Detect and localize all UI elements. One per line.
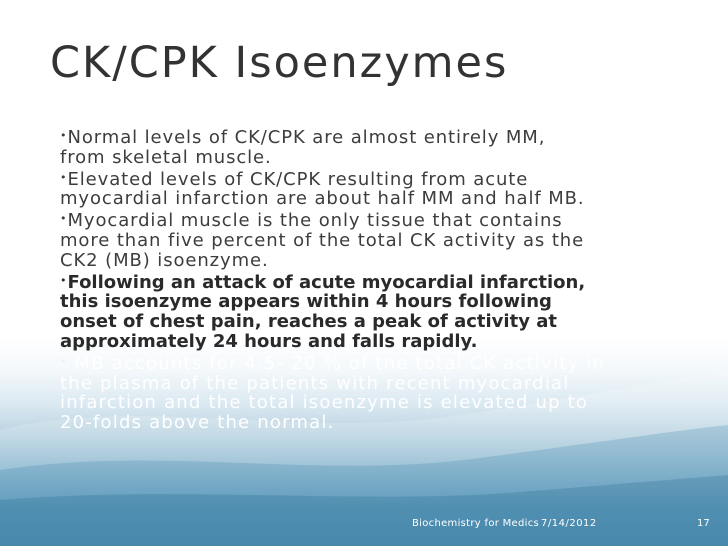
bullet-marker: •: [60, 170, 67, 184]
bullet-5-line-4: [60, 413, 724, 433]
bullet-text: infarction and the total isoenzyme is elevated up to: [60, 392, 589, 414]
bullet-marker: •: [60, 273, 67, 287]
bullet-text: this isoenzyme appears within 4 hours following: [60, 291, 552, 313]
bullet-marker: •: [60, 212, 67, 226]
bullet-5-line-3: [60, 393, 724, 413]
bullet-2-line-2: [60, 189, 724, 209]
footer-course: Biochemistry for Medics: [412, 518, 540, 529]
bullet-4-line-4: [60, 332, 724, 352]
bullet-3-line-1: [60, 209, 724, 231]
bullet-marker: •: [60, 129, 67, 142]
bullet-3-line-3: [60, 251, 724, 271]
bullet-3-line-2: [60, 231, 724, 251]
bullet-4-line-1: [60, 271, 724, 293]
bullet-marker: •: [60, 354, 67, 368]
bullet-text: Elevated levels of CK/CPK resulting from acute: [67, 168, 529, 190]
bullet-1-line-2: [60, 148, 724, 168]
bullet-text: onset of chest pain, reaches a peak of activity at: [60, 311, 557, 333]
footer-page-number: 17: [697, 518, 710, 529]
bullet-5-line-1: [60, 352, 724, 374]
bullet-text: Following an attack of acute myocardial infarction,: [67, 271, 586, 293]
bullet-text: CK2 (MB) isoenzyme.: [60, 249, 269, 271]
bullet-1-line-1: [60, 126, 724, 148]
bullet-text: the plasma of the patients with recent myocardial: [60, 372, 570, 394]
bullet-text: more than five percent of the total CK activity as the: [60, 229, 585, 251]
bullet-4-line-2: [60, 292, 724, 312]
bullet-5-line-2: [60, 374, 724, 394]
bullet-text: approximately 24 hours and falls rapidly.: [60, 330, 478, 352]
bullet-text: MB accounts for 4.5- 20 % of the total CK activity in: [67, 352, 605, 374]
bullet-text: 20-folds above the normal.: [60, 412, 335, 434]
slide-title: CK/CPK Isoenzymes: [50, 38, 509, 88]
bullet-text: Myocardial muscle is the only tissue that contains: [67, 210, 563, 232]
slide-body: [60, 126, 724, 433]
footer-date: 7/14/2012: [541, 518, 597, 529]
bullet-4-line-3: [60, 312, 724, 332]
bullet-text: from skeletal muscle.: [60, 146, 272, 168]
bullet-text: Normal levels of CK/CPK are almost entirely MM,: [67, 127, 546, 148]
bullet-text: myocardial infarction are about half MM and half MB.: [60, 188, 585, 210]
bullet-2-line-1: [60, 168, 724, 190]
slide-footer: [0, 518, 728, 538]
